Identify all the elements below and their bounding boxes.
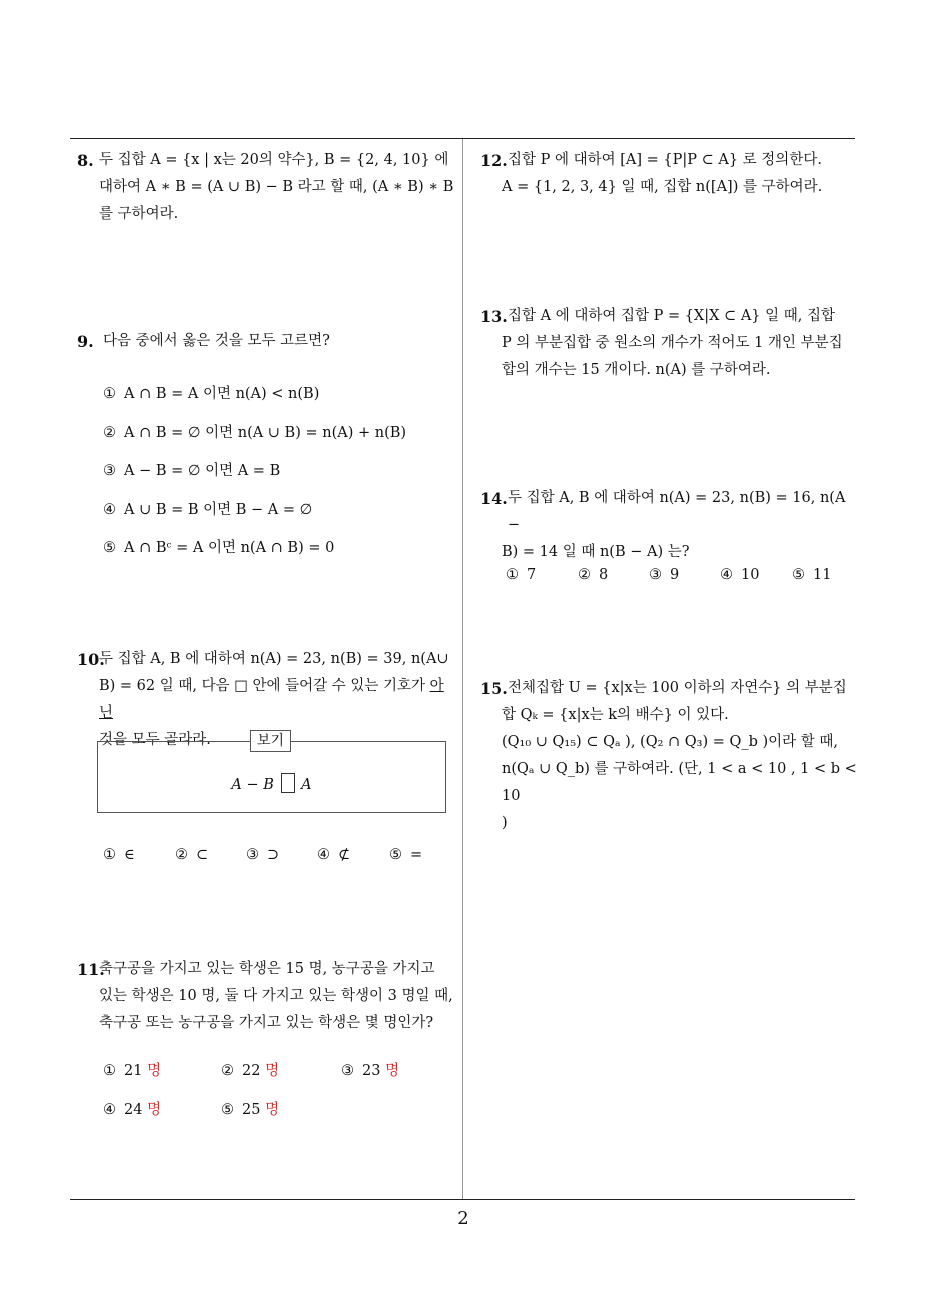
choice-text: 8 bbox=[599, 567, 609, 583]
choice-5[interactable] bbox=[792, 567, 831, 583]
choice-2[interactable] bbox=[221, 1059, 279, 1080]
question-text-line: 축구공 또는 농구공을 가지고 있는 학생은 몇 명인가? bbox=[99, 1015, 434, 1031]
choice-unit: 명 bbox=[265, 1063, 280, 1079]
choice-5[interactable] bbox=[221, 1098, 279, 1119]
choice-mark: ④ bbox=[103, 502, 116, 518]
choice-4[interactable] bbox=[103, 498, 312, 519]
question-number: 14. bbox=[480, 489, 508, 508]
choice-unit: 명 bbox=[147, 1102, 162, 1118]
bogi-left-expr: A − B bbox=[231, 777, 274, 793]
question-number: 9. bbox=[77, 332, 94, 351]
question-text-line: 다음 중에서 옳은 것을 모두 고르면? bbox=[103, 333, 330, 349]
question-11 bbox=[77, 956, 459, 1037]
question-9 bbox=[77, 328, 462, 355]
page-number: 2 bbox=[457, 1208, 469, 1229]
choice-2[interactable] bbox=[578, 567, 608, 583]
question-text-line: 집합 A 에 대하여 집합 P = {X|X ⊂ A} 일 때, 집합 bbox=[508, 308, 835, 324]
choice-text: ∈ bbox=[124, 847, 135, 863]
choice-mark: ① bbox=[103, 1063, 116, 1079]
choice-mark: ④ bbox=[103, 1102, 116, 1118]
bogi-content bbox=[98, 773, 445, 793]
choice-text: A − B = ∅ 이면 A = B bbox=[124, 463, 281, 479]
choice-mark: ⑤ bbox=[792, 567, 805, 583]
question-text-line: A = {1, 2, 3, 4} 일 때, 집합 n([A]) 를 구하여라. bbox=[502, 179, 823, 195]
choice-3[interactable] bbox=[341, 1059, 399, 1080]
choice-value: 21 bbox=[124, 1063, 143, 1079]
choice-3[interactable] bbox=[246, 847, 279, 863]
choice-mark: ⑤ bbox=[103, 540, 116, 556]
choice-value: 22 bbox=[242, 1063, 261, 1079]
choice-mark: ① bbox=[103, 847, 116, 863]
underlined-word: 아닌 bbox=[99, 678, 444, 721]
question-text-line: ) bbox=[502, 815, 508, 831]
question-14 bbox=[480, 485, 860, 566]
choice-text: ⊃ bbox=[267, 847, 280, 863]
question-number: 11. bbox=[77, 960, 105, 979]
choice-unit: 명 bbox=[147, 1063, 162, 1079]
question-13 bbox=[480, 303, 860, 384]
question-text-line bbox=[99, 673, 457, 727]
choice-1[interactable] bbox=[103, 847, 135, 863]
choice-mark: ① bbox=[103, 386, 116, 402]
question-number: 10. bbox=[77, 650, 105, 669]
question-8 bbox=[77, 147, 462, 228]
choice-5[interactable] bbox=[389, 847, 422, 863]
choice-mark: ② bbox=[103, 425, 116, 441]
question-text-line: 축구공을 가지고 있는 학생은 15 명, 농구공을 가지고 bbox=[99, 961, 435, 977]
choice-4[interactable] bbox=[720, 567, 759, 583]
choice-unit: 명 bbox=[385, 1063, 400, 1079]
choice-mark: ② bbox=[578, 567, 591, 583]
question-number: 8. bbox=[77, 151, 94, 170]
question-text-line: 합의 개수는 15 개이다. n(A) 를 구하여라. bbox=[502, 362, 771, 378]
choice-mark: ③ bbox=[341, 1063, 354, 1079]
question-text-line: 합 Qₖ = {x|x는 k의 배수} 이 있다. bbox=[502, 707, 729, 723]
question-number: 15. bbox=[480, 679, 508, 698]
question-text-line: 것을 모두 골라라. bbox=[99, 732, 211, 748]
question-text-line: 두 집합 A, B 에 대하여 n(A) = 23, n(B) = 16, n(A − bbox=[508, 490, 846, 533]
question-text-line: (Q₁₀ ∪ Q₁₅) ⊂ Qₐ ), (Q₂ ∩ Q₃) = Q_b )이라 할 때, bbox=[502, 734, 839, 750]
choice-2[interactable] bbox=[175, 847, 208, 863]
choice-3[interactable] bbox=[649, 567, 679, 583]
bogi-label: 보기 bbox=[250, 730, 291, 752]
choice-1[interactable] bbox=[103, 382, 319, 403]
question-text-line: B) = 14 일 때 n(B − A) 는? bbox=[502, 544, 690, 560]
choice-text: 7 bbox=[527, 567, 537, 583]
choice-mark: ⑤ bbox=[389, 847, 402, 863]
choice-1[interactable] bbox=[103, 1059, 161, 1080]
question-number: 12. bbox=[480, 151, 508, 170]
choice-mark: ④ bbox=[720, 567, 733, 583]
question-text-line: 전체집합 U = {x|x는 100 이하의 자연수} 의 부분집 bbox=[508, 680, 847, 696]
choice-mark: ③ bbox=[649, 567, 662, 583]
question-text-part: B) = 62 일 때, 다음 □ 안에 들어갈 수 있는 기호가 bbox=[99, 678, 430, 694]
choice-4[interactable] bbox=[317, 847, 350, 863]
choice-value: 25 bbox=[242, 1102, 261, 1118]
choice-mark: ② bbox=[175, 847, 188, 863]
choice-text: 11 bbox=[813, 567, 832, 583]
choice-text: 10 bbox=[741, 567, 760, 583]
bottom-rule bbox=[70, 1199, 855, 1200]
choice-mark: ② bbox=[221, 1063, 234, 1079]
choice-text: ⊄ bbox=[338, 847, 351, 863]
choice-text: A ∩ Bᶜ = A 이면 n(A ∩ B) = 0 bbox=[124, 540, 335, 556]
choice-mark: ⑤ bbox=[221, 1102, 234, 1118]
question-12 bbox=[480, 147, 860, 201]
question-number: 13. bbox=[480, 307, 508, 326]
bogi-right-expr: A bbox=[301, 777, 312, 793]
question-text-line: P 의 부분집합 중 원소의 개수가 적어도 1 개인 부분집 bbox=[502, 335, 843, 351]
question-text-line: n(Qₐ ∪ Q_b) 를 구하여라. (단, 1 < a < 10 , 1 < b < 10 bbox=[502, 761, 857, 804]
choice-3[interactable] bbox=[103, 459, 280, 480]
question-15 bbox=[480, 675, 860, 837]
choice-text: A ∩ B = A 이면 n(A) < n(B) bbox=[124, 386, 320, 402]
choice-value: 23 bbox=[362, 1063, 381, 1079]
choice-text: A ∩ B = ∅ 이면 n(A ∪ B) = n(A) + n(B) bbox=[124, 425, 407, 441]
choice-text: = bbox=[410, 847, 423, 863]
choice-text: 9 bbox=[670, 567, 680, 583]
choice-text: A ∪ B = B 이면 B − A = ∅ bbox=[124, 502, 313, 518]
choice-text: ⊂ bbox=[196, 847, 209, 863]
choice-unit: 명 bbox=[265, 1102, 280, 1118]
choice-5[interactable] bbox=[103, 536, 334, 557]
column-divider bbox=[462, 139, 463, 1199]
question-text-line: 집합 P 에 대하여 [A] = {P|P ⊂ A} 로 정의한다. bbox=[508, 152, 822, 168]
blank-box bbox=[281, 773, 295, 793]
question-text-line: 를 구하여라. bbox=[99, 206, 179, 222]
choice-1[interactable] bbox=[506, 567, 536, 583]
choice-2[interactable] bbox=[103, 421, 406, 442]
choice-mark: ④ bbox=[317, 847, 330, 863]
question-text-line: 두 집합 A, B 에 대하여 n(A) = 23, n(B) = 39, n(A∪ bbox=[99, 651, 449, 667]
question-text-line: 대하여 A ∗ B = (A ∪ B) − B 라고 할 때, (A ∗ B) ∗ B bbox=[99, 179, 454, 195]
choice-mark: ① bbox=[506, 567, 519, 583]
question-text-line: 두 집합 A = {x | x는 20의 약수}, B = {2, 4, 10} 에 bbox=[99, 152, 449, 168]
choice-value: 24 bbox=[124, 1102, 143, 1118]
choice-mark: ③ bbox=[103, 463, 116, 479]
choice-4[interactable] bbox=[103, 1098, 161, 1119]
question-text-line: 있는 학생은 10 명, 둘 다 가지고 있는 학생이 3 명일 때, bbox=[99, 988, 453, 1004]
choice-mark: ③ bbox=[246, 847, 259, 863]
